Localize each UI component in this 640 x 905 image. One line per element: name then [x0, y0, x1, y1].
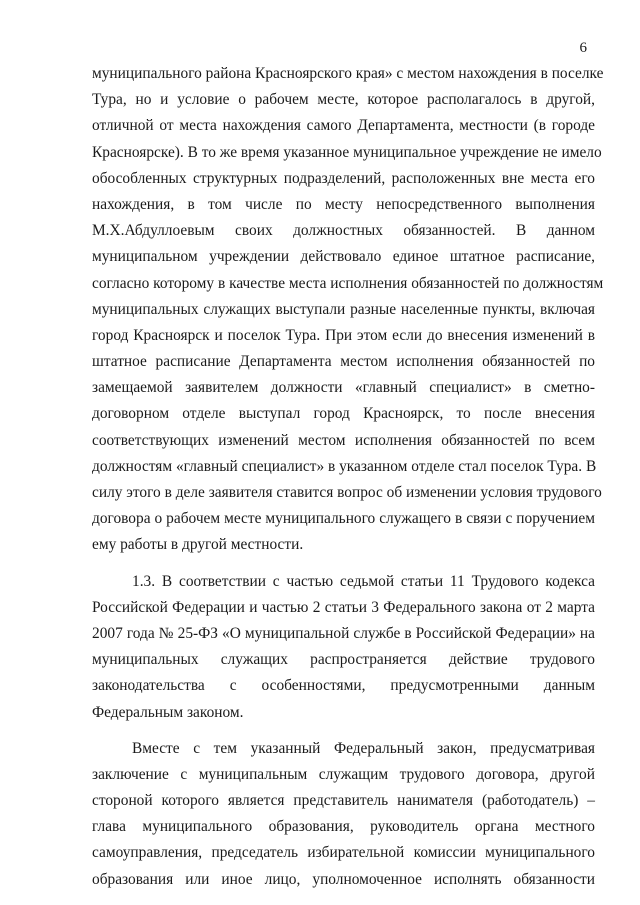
text-line: ему работы в другой местности. — [92, 536, 304, 554]
text-line: обособленных структурных подразделений, расположенных вне места его — [92, 169, 595, 187]
text-line: Российской Федерации и частью 2 статьи 3 Федерального закона от 2 марта — [92, 598, 595, 616]
text-line: замещаемой заявителем должности «главный специалист» в сметно- — [92, 379, 595, 397]
paragraph-gap — [92, 559, 595, 569]
text-line: 1.3. В соответствии с частью седьмой статьи 11 Трудового кодекса — [132, 572, 595, 590]
text-line: заключение с муниципальным служащим трудового договора, другой — [92, 765, 595, 783]
text-line: образования или иное лицо, уполномоченное исполнять обязанности — [92, 870, 595, 888]
text-line: отличной от места нахождения самого Департамента, местности (в городе — [92, 117, 595, 135]
text-line: глава муниципального образования, руководитель органа местного — [92, 818, 595, 836]
text-line: нахождения, в том числе по месту непосредственного выполнения — [92, 195, 595, 213]
text-line: самоуправления, председатель избирательной комиссии муниципального — [92, 844, 595, 862]
document-body — [92, 61, 604, 893]
paragraph — [92, 61, 604, 559]
text-line: согласно которому в качестве места исполнения обязанностей по должностям — [92, 274, 604, 292]
paragraph — [92, 569, 595, 726]
text-line: соответствующих изменений местом исполнения обязанностей по всем — [92, 431, 595, 449]
text-line: город Красноярск и поселок Тура. При этом если до внесения изменений в — [92, 326, 595, 344]
text-line: штатное расписание Департамента местом исполнения обязанностей по — [92, 353, 595, 371]
text-line: Тура, но и условие о рабочем месте, которое располагалось в другой, — [92, 91, 595, 109]
text-line: законодательства с особенностями, предусмотренными данным — [92, 677, 595, 695]
page-number: 6 — [579, 40, 587, 56]
text-line: муниципальных служащих выступали разные населенные пункты, включая — [92, 300, 595, 318]
text-line: 2007 года № 25-ФЗ «О муниципальной службе в Российской Федерации» на — [92, 624, 595, 642]
text-line: Вместе с тем указанный Федеральный закон, предусматривая — [132, 739, 595, 757]
paragraph — [92, 736, 595, 893]
text-line: силу этого в деле заявителя ставится вопрос об изменении условия трудового — [92, 484, 602, 501]
text-line: муниципальном учреждении действовало единое штатное расписание, — [92, 248, 595, 266]
text-line: муниципального района Красноярского края» с местом нахождения в поселке — [92, 65, 604, 82]
text-line: Федеральным законом. — [92, 703, 244, 721]
text-line: договорном отделе выступал город Красноярск, то после внесения — [92, 405, 595, 423]
text-line: должностям «главный специалист» в указанном отделе стал поселок Тура. В — [92, 457, 597, 475]
text-line: М.Х.Абдуллоевым своих должностных обязанностей. В данном — [92, 222, 595, 240]
text-line: договора о рабочем месте муниципального служащего в связи с поручением — [92, 510, 595, 528]
paragraph-gap — [92, 726, 595, 736]
text-line: муниципальных служащих распространяется действие трудового — [92, 651, 595, 669]
text-line: Красноярске). В то же время указанное муниципальное учреждение не имело — [92, 143, 602, 161]
text-line: стороной которого является представитель нанимателя (работодатель) – — [92, 792, 595, 810]
